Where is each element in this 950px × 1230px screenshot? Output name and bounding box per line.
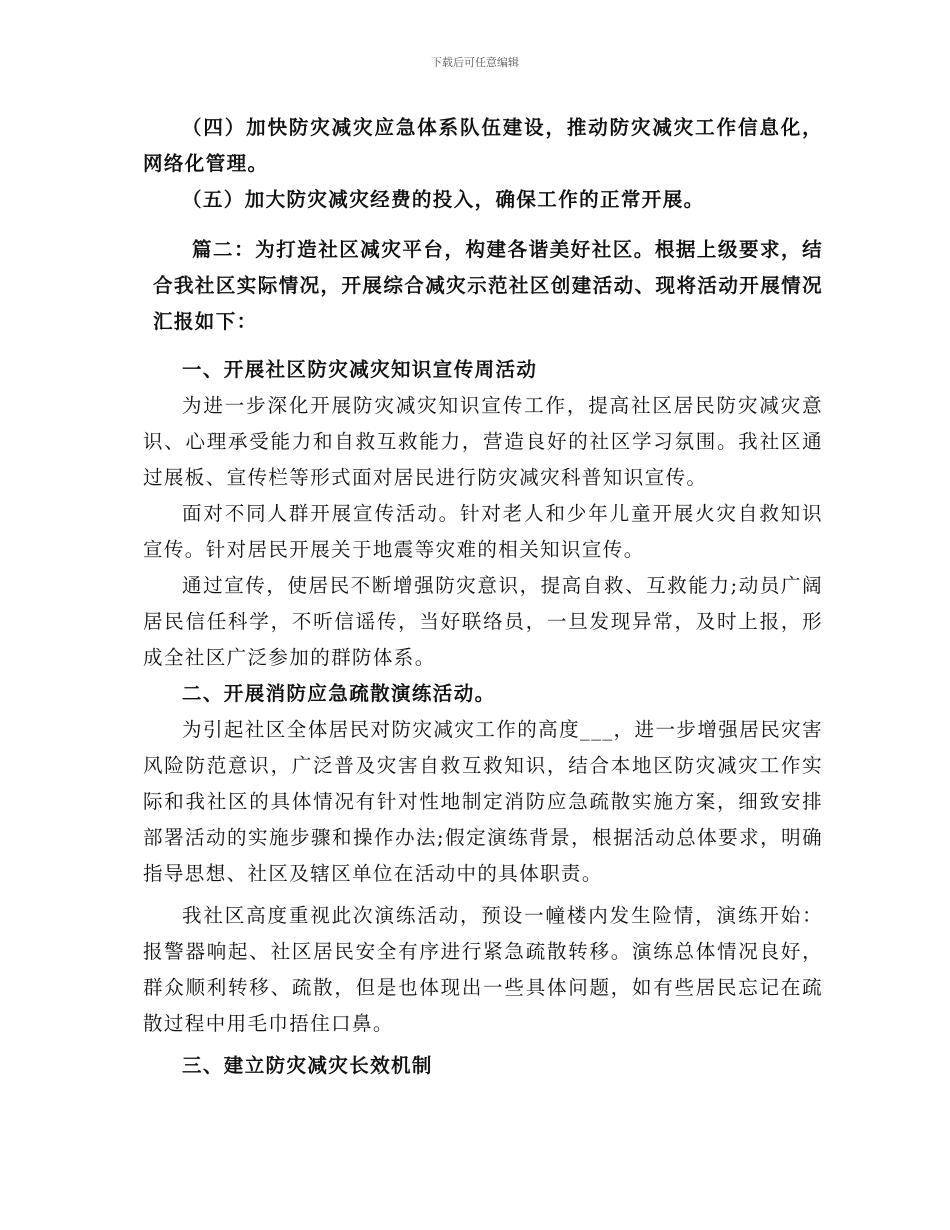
heading-section-1: 一、开展社区防灾减灾知识宣传周活动 (182, 358, 538, 381)
document-body (143, 110, 823, 1084)
heading-section-2: 二、开展消防应急疏散演练活动。 (182, 682, 496, 705)
heading-section-3: 三、建立防灾减灾长效机制 (182, 1054, 433, 1077)
paragraph-publicity-2: 面对不同人群开展宣传活动。针对老人和少年儿童开展火灾自救知识宣传。针对居民开展关于地震等灾难的相关知识宣传。 (143, 502, 823, 561)
section-intro: 篇二：为打造社区减灾平台，构建各谐美好社区。根据上级要求，结合我社区实际情况，开展综合减灾示范社区创建活动、现将活动开展情况汇报如下： (153, 238, 823, 333)
section-pian-er (143, 232, 823, 340)
paragraph-publicity-1: 为进一步深化开展防灾减灾知识宣传工作，提高社区居民防灾减灾意识、心理承受能力和自救互救能力，营造良好的社区学习氛围。我社区通过展板、宣传栏等形式面对居民进行防灾减灾科普知识宣传。 (143, 394, 823, 489)
paragraph-item-4: （四）加快防灾减灾应急体系队伍建设，推动防灾减灾工作信息化，网络化管理。 (143, 116, 823, 175)
paragraph-publicity-3: 通过宣传，使居民不断增强防灾意识，提高自救、互救能力;动员广阔居民信任科学，不听信谣传，当好联络员，一旦发现异常，及时上报，形成全社区广泛参加的群防体系。 (143, 574, 823, 669)
paragraph-item-5: （五）加大防灾减灾经费的投入，确保工作的正常开展。 (182, 188, 705, 211)
page-header-note: 下载后可任意编辑 (431, 56, 519, 69)
paragraph-drill-1: 为引起社区全体居民对防灾减灾工作的高度___，进一步增强居民灾害风险防范意识，广泛普及灾害自救互救知识，结合本地区防灾减灾工作实际和我社区的具体情况有针对性地制定消防应急疏散实施方案，细致安排部署活动的实施步骤和操作办法;假定演练背景，根据活动总体要求，明确指导思想、社区及辖区单位在活动中的具体职责。 (143, 718, 823, 885)
paragraph-drill-2: 我社区高度重视此次演练活动，预设一幢楼内发生险情，演练开始：报警器响起、社区居民安全有序进行紧急疏散转移。演练总体情况良好，群众顺利转移、疏散，但是也体现出一些具体问题，如有些居民忘记在疏散过程中用毛巾捂住口鼻。 (143, 904, 823, 1035)
